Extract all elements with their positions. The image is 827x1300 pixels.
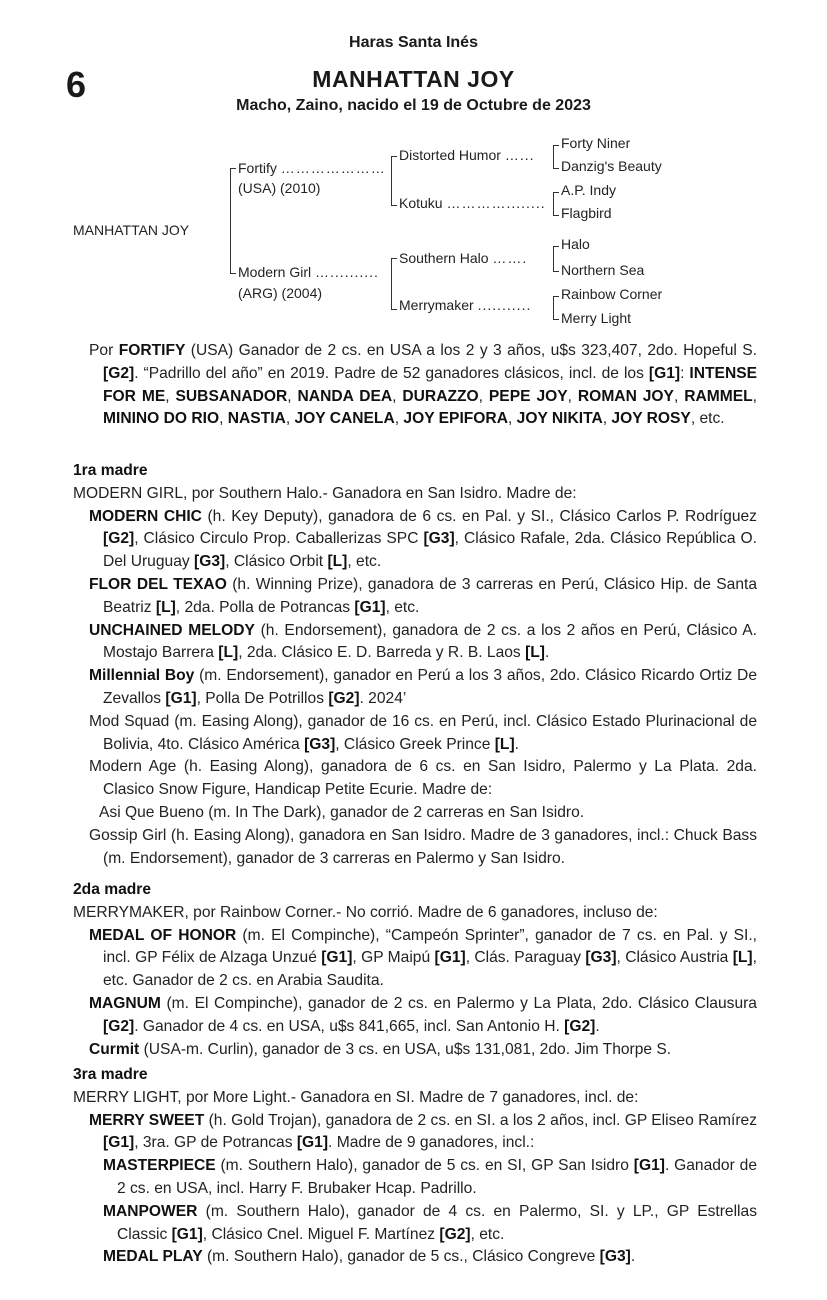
third-dam-intro: MERRY LIGHT, por More Light.- Ganadora en SI. Madre de 7 ganadores, incl. de:: [73, 1088, 639, 1106]
first-dam-section: [73, 460, 757, 870]
lot-number: 6: [66, 64, 87, 105]
progeny-sub-entry: MANPOWER (m. Southern Halo), ganador de 4 cs. en Palermo, SI. y LP., GP Estrellas Classic [G1], Clásico Cnel. Miguel F. Martínez [G2], etc.: [103, 1202, 757, 1243]
pedigree-ggs: Flagbird: [561, 205, 612, 221]
pedigree-ggs: Rainbow Corner: [561, 286, 663, 302]
progeny-sub-entry: MASTERPIECE (m. Southern Halo), ganador de 5 cs. en SI, GP San Isidro [G1]. Ganador de 2 cs. en USA, incl. Harry F. Brubaker Hcap. Padrillo.: [103, 1157, 757, 1197]
pedigree-bracket: [391, 156, 397, 206]
pedigree-gs3: Southern Halo …….: [399, 250, 528, 266]
pedigree-ggs: Forty Niner: [561, 135, 631, 151]
first-dam-intro: MODERN GIRL, por Southern Halo.- Ganadora en San Isidro. Madre de:: [73, 484, 577, 502]
third-dam-heading: 3ra madre: [73, 1066, 148, 1083]
pedigree-bracket: [553, 296, 559, 320]
third-dam-section: [73, 1064, 757, 1269]
sire-paragraph: Por FORTIFY (USA) Ganador de 2 cs. en USA a los 2 y 3 años, u$s 323,407, 2do. Hopeful S. [G2]. “Padrillo del año” en 2019. Padre de 52 ganadores clásicos, incl. de los [G1]: INTENSE FOR ME, SUBSANADOR, NANDA DEA, DURAZZO, PEPE JOY, ROMAN JOY, RAMMEL, MININO DO RIO, NASTIA, JOY CANELA, JOY EPIFORA, JOY NIKITA, JOY ROSY, etc.: [89, 342, 758, 428]
progeny-sub-entry: Asi Que Bueno (m. In The Dark), ganador de 2 carreras en San Isidro.: [99, 803, 585, 821]
horse-name: MANHATTAN JOY: [312, 66, 515, 92]
second-dam-section: [73, 879, 757, 1061]
progeny-entry: Mod Squad (m. Easing Along), ganador de 16 cs. en Perú, incl. Clásico Estado Plurinacional de Bolivia, 4to. Clásico América [G3], Clásico Greek Prince [L].: [89, 712, 757, 753]
pedigree-dam: Modern Girl …..........: [238, 264, 379, 280]
progeny-entry: Curmit (USA-m. Curlin), ganador de 3 cs. en USA, u$s 131,081, 2do. Jim Thorpe S.: [89, 1040, 672, 1058]
progeny-entry: Millennial Boy (m. Endorsement), ganador en Perú a los 3 años, 2do. Clásico Ricardo Ortiz De Zevallos [G1], Polla De Potrillos [G2]. 2024’: [89, 667, 757, 707]
pedigree-bracket: [230, 168, 236, 274]
pedigree-bracket: [553, 192, 559, 216]
sire-section: [73, 340, 757, 431]
progeny-entry: MAGNUM (m. El Compinche), ganador de 2 cs. en Palermo y La Plata, 2do. Clásico Clausura [G2]. Ganador de 4 cs. en USA, u$s 841,665, incl. San Antonio H. [G2].: [89, 994, 757, 1035]
pedigree-gs4: Merrymaker ...........: [399, 297, 532, 313]
pedigree-ggs: Danzig's Beauty: [561, 158, 662, 174]
pedigree-dam-detail: (ARG) (2004): [238, 285, 323, 301]
progeny-sub-entry: MEDAL PLAY (m. Southern Halo), ganador de 5 cs., Clásico Congreve [G3].: [103, 1248, 636, 1266]
progeny-entry: MODERN CHIC (h. Key Deputy), ganadora de 6 cs. en Pal. y SI., Clásico Carlos P. Rodríguez [G2], Clásico Circulo Prop. Caballerizas SPC [G3], Clásico Rafale, 2da. Clásico República O. Del Uruguay [G3], Clásico Orbit [L], etc.: [89, 507, 757, 571]
progeny-entry: MERRY SWEET (h. Gold Trojan), ganadora de 2 cs. en SI. a los 2 años, incl. GP Eliseo Ramírez [G1], 3ra. GP de Potrancas [G1]. Madre de 9 ganadores, incl.:: [89, 1111, 758, 1152]
progeny-entry: Modern Age (h. Easing Along), ganadora de 6 cs. en San Isidro, Palermo y La Plata. 2da. Clasico Snow Figure, Handicap Petite Ecurie. Madre de:: [89, 758, 757, 799]
pedigree-bracket: [391, 258, 397, 310]
progeny-entry: MEDAL OF HONOR (m. El Compinche), “Campeón Sprinter”, ganador de 7 cs. en Pal. y SI., incl. GP Félix de Alzaga Unzué [G1], GP Maipú [G1], Clás. Paraguay [G3], Clásico Austria [L], etc. Ganador de 2 cs. en Arabia Saudita.: [89, 926, 757, 990]
progeny-entry: Gossip Girl (h. Easing Along), ganadora en San Isidro. Madre de 3 ganadores, incl.: Chuck Bass (m. Endorsement), ganador de 3 carreras en Palermo y San Isidro.: [89, 826, 757, 867]
progeny-entry: FLOR DEL TEXAO (h. Winning Prize), ganadora de 3 carreras en Perú, Clásico Hip. de Santa Beatriz [L], 2da. Polla de Potrancas [G1], etc.: [89, 575, 757, 616]
second-dam-intro: MERRYMAKER, por Rainbow Corner.- No corrió. Madre de 6 ganadores, incluso de:: [73, 903, 658, 921]
pedigree-ggs: Northern Sea: [561, 262, 645, 278]
pedigree-ggs: A.P. Indy: [561, 182, 617, 198]
second-dam-heading: 2da madre: [73, 881, 152, 898]
farm-name: Haras Santa Inés: [349, 34, 478, 51]
horse-subtitle: Macho, Zaino, nacido el 19 de Octubre de 2023: [236, 97, 591, 114]
pedigree-gs2: Kotuku …………........: [399, 195, 546, 211]
pedigree-bracket: [553, 145, 559, 169]
pedigree-ggs: Merry Light: [561, 310, 632, 326]
pedigree-bracket: [553, 246, 559, 272]
pedigree-sire-detail: (USA) (2010): [238, 180, 321, 196]
pedigree-subject: MANHATTAN JOY: [73, 222, 190, 238]
progeny-entry: UNCHAINED MELODY (h. Endorsement), ganadora de 2 cs. a los 2 años en Perú, Clásico A. Mostajo Barrera [L], 2da. Clásico E. D. Barreda y R. B. Laos [L].: [89, 621, 757, 662]
pedigree-ggs: Halo: [561, 236, 590, 252]
pedigree-gs1: Distorted Humor …...: [399, 147, 535, 163]
pedigree-sire: Fortify …………………: [238, 160, 386, 176]
first-dam-heading: 1ra madre: [73, 462, 148, 479]
